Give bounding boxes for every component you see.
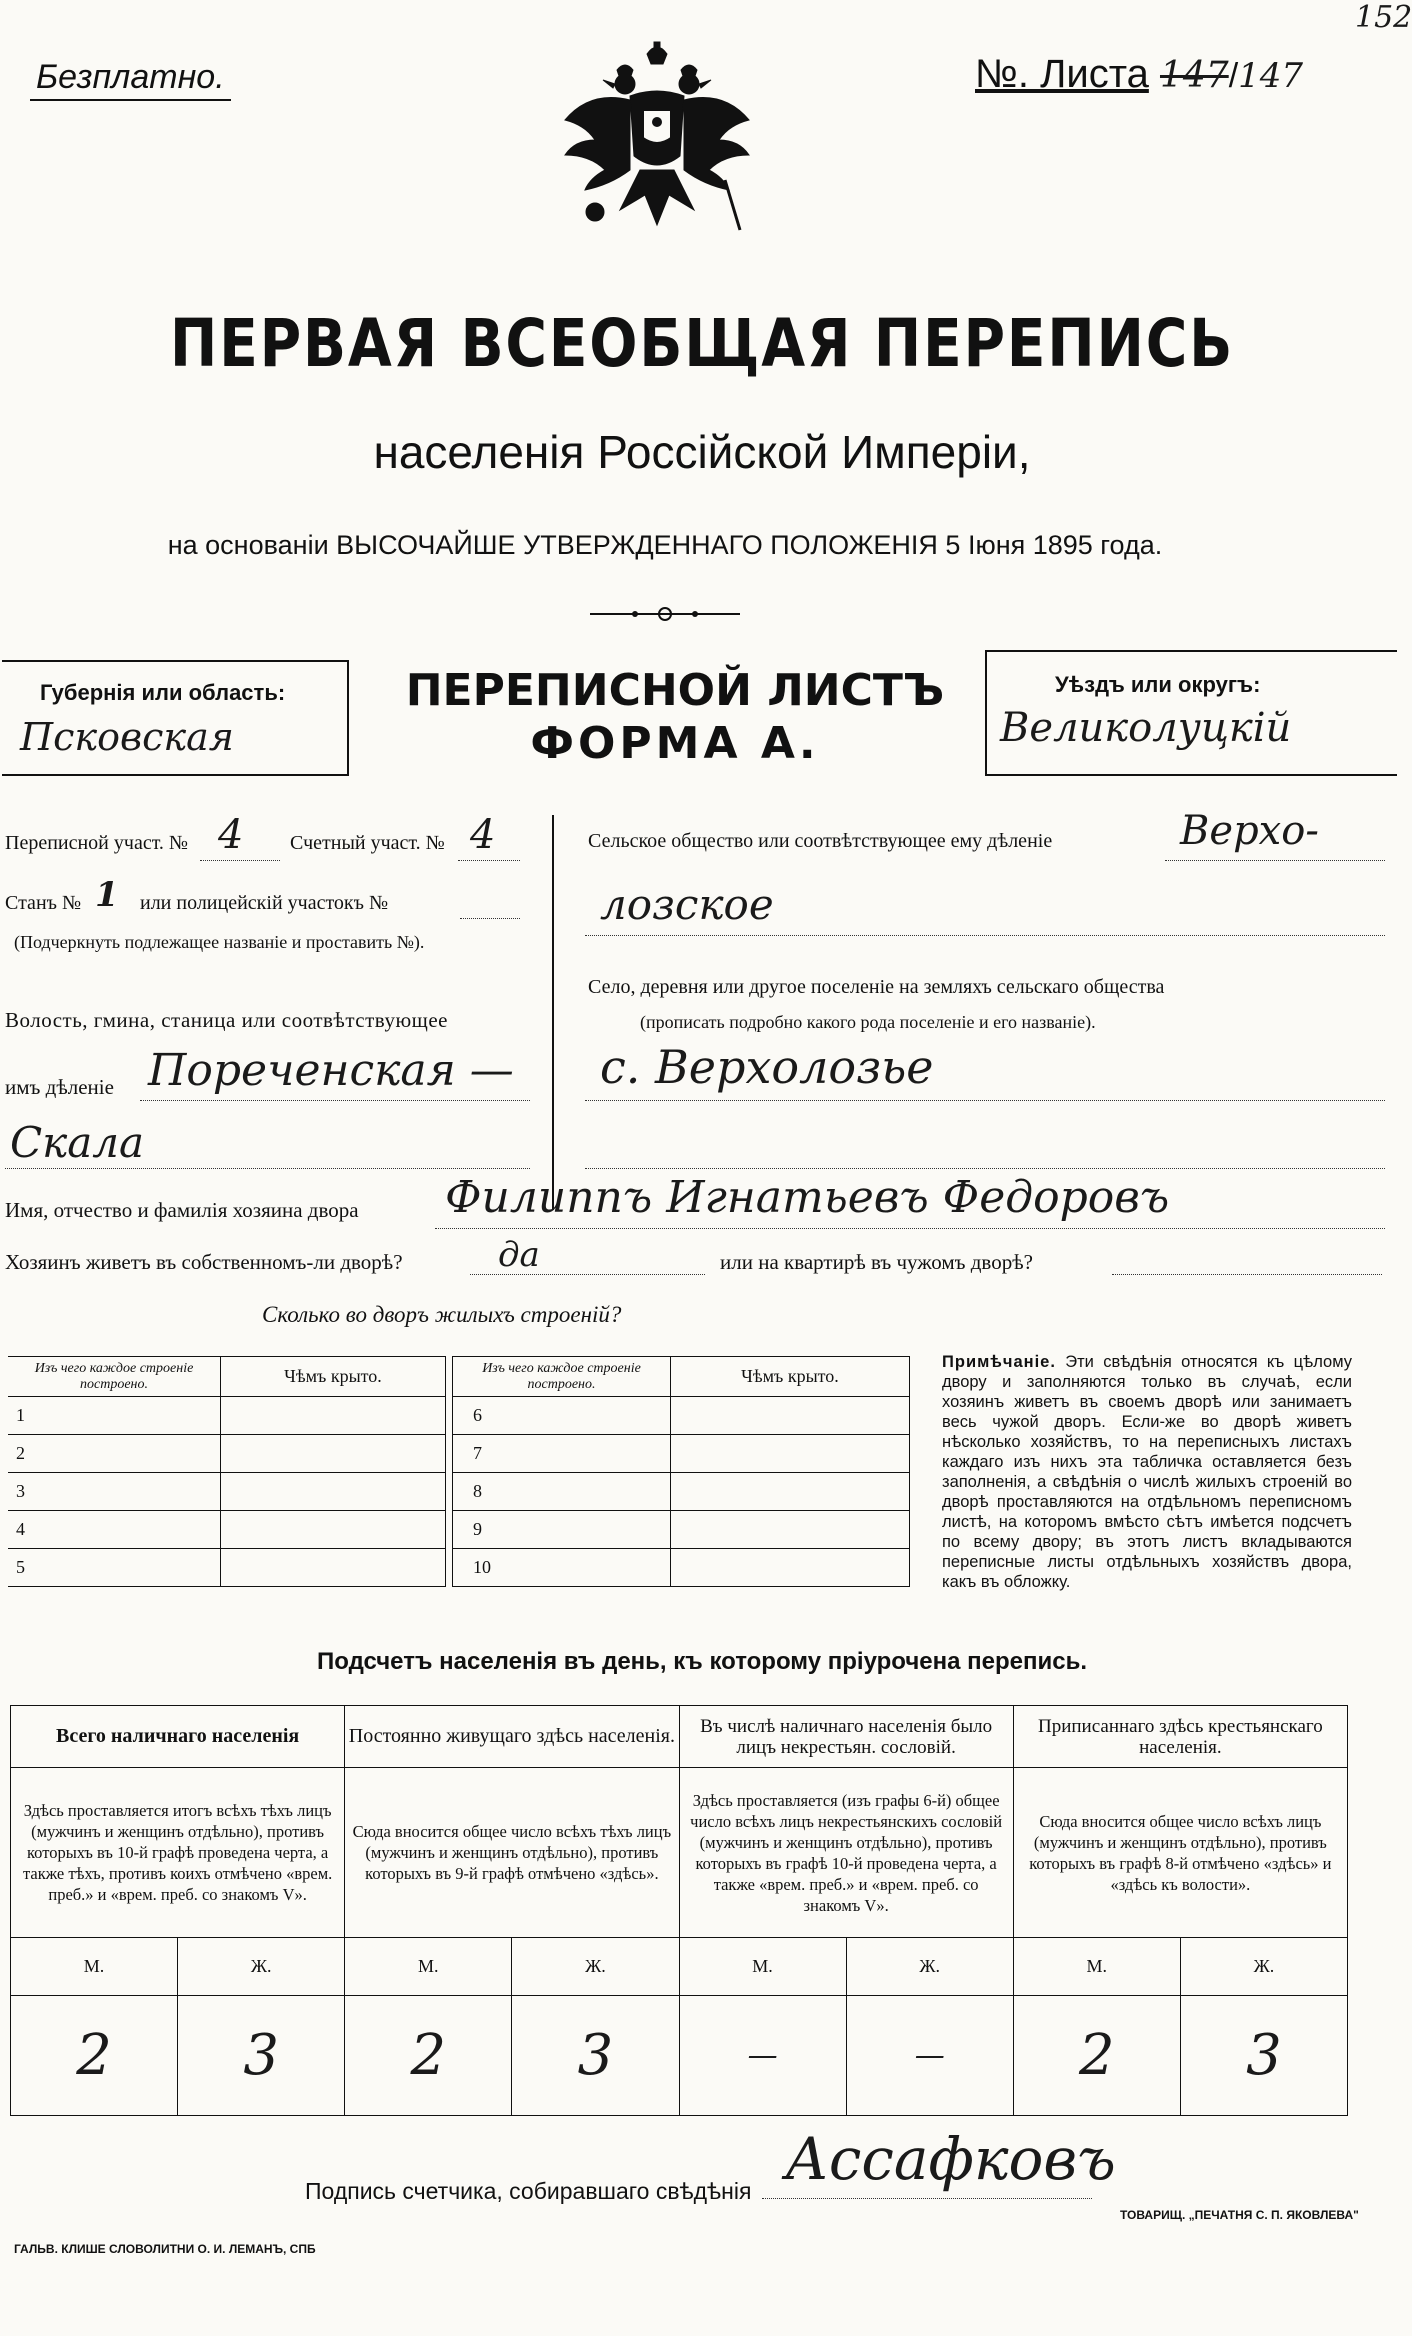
society-value: Верхо- xyxy=(1180,808,1319,854)
female-count: 3 xyxy=(1180,1996,1347,2116)
male-count: 2 xyxy=(11,1996,178,2116)
building-roof-cell xyxy=(221,1549,446,1587)
subtitle: населенія Россійской Имперіи, xyxy=(373,426,1031,478)
building-roof-cell xyxy=(671,1549,910,1587)
col-roof-header-2: Чѣмъ крыто. xyxy=(671,1357,910,1397)
village-rule xyxy=(585,1100,1385,1101)
volost-rule-2 xyxy=(5,1168,530,1169)
owner-name-rule xyxy=(435,1228,1385,1229)
census-section-rule xyxy=(200,860,280,861)
count-section-label: Счетный участ. № xyxy=(290,832,445,854)
count-section-value: 4 xyxy=(470,812,496,858)
pop-col-desc: Здѣсь проставляется итогъ всѣхъ тѣхъ лицъ (мужчинъ и женщинъ отдѣльно), противъ которыхъ въ 10-й графѣ проведена черта, а также тѣхъ, противъ коихъ отмѣчено «врем. преб.» и «врем. преб. со знакомъ V». xyxy=(11,1768,345,1938)
basis-line: на основаніи ВЫСОЧАЙШЕ УТВЕРЖДЕННАГО ПОЛОЖЕНІЯ 5 Іюня 1895 года. xyxy=(167,530,1163,560)
building-roof-cell xyxy=(671,1473,910,1511)
pop-col-header: Постоянно живущаго здѣсь населенія. xyxy=(345,1706,679,1768)
col-built-header: Изъ чего каждое строеніе построено. xyxy=(8,1357,221,1397)
count-section-rule xyxy=(458,860,520,861)
population-title: Подсчетъ населенія въ день, къ которому пріурочена перепись. xyxy=(317,1648,1087,1675)
society-value-2: лозское xyxy=(600,880,774,929)
province-value: Псковская xyxy=(20,715,234,759)
building-roof-cell xyxy=(671,1511,910,1549)
note-text: Эти свѣдѣнія относятся къ цѣлому двору и заполняются только въ случаѣ, если хозяинъ живетъ въ своемъ дворѣ или занимаетъ весь чужой дворъ. Если-же во дворѣ живетъ нѣсколько хозяйствъ, то на переписныхъ листахъ каждаго изъ нихъ эта табличка оставляется безъ заполненія, а свѣдѣнія о числѣ жилыхъ строеній во дворѣ проставляются на отдѣльномъ переписномъ листѣ, на которомъ вмѣсто сѣтъ имѣется подсчетъ по всему двору; въ этотъ листъ вкладываются переписные листы отдѣльныхъ хозяйствъ двора, какъ въ обложку. xyxy=(942,1353,1352,1591)
signature-rule xyxy=(762,2198,1092,2199)
society-rule xyxy=(1165,860,1385,861)
buildings-table-right xyxy=(452,1356,910,1587)
volost-value: Пореченская — xyxy=(148,1045,514,1096)
buildings-table-left xyxy=(8,1356,446,1587)
female-count: — xyxy=(846,1996,1013,2116)
own-yard-value: да xyxy=(498,1235,540,1275)
note-title: Примѣчаніе. xyxy=(942,1353,1056,1371)
male-header: М. xyxy=(679,1938,846,1996)
building-row: 6 xyxy=(453,1397,671,1435)
male-header: М. xyxy=(1013,1938,1180,1996)
sheet-label: №. Листа xyxy=(975,52,1149,96)
building-row: 2 xyxy=(8,1435,221,1473)
building-row: 4 xyxy=(8,1511,221,1549)
building-roof-cell xyxy=(221,1397,446,1435)
sheet-number-value: 147 xyxy=(1238,56,1304,96)
owner-name-value: Филиппъ Игнатьевъ Федоровъ xyxy=(445,1172,1170,1223)
eagle-emblem-icon xyxy=(555,40,760,255)
building-row: 1 xyxy=(8,1397,221,1435)
own-yard-rule xyxy=(470,1274,705,1275)
underline-note: (Подчеркнуть подлежащее названіе и проставить №). xyxy=(14,932,425,952)
female-header: Ж. xyxy=(1180,1938,1347,1996)
district-value: Великолуцкій xyxy=(1000,705,1292,751)
building-roof-cell xyxy=(221,1435,446,1473)
female-count: 3 xyxy=(512,1996,679,2116)
own-yard-label: Хозяинъ живетъ въ собственномъ-ли дворѣ? xyxy=(5,1250,403,1274)
population-table xyxy=(10,1705,1348,2116)
volost-value-2: Скала xyxy=(10,1118,145,1167)
female-header: Ж. xyxy=(178,1938,345,1996)
form-letter: ФОРМА А. xyxy=(530,718,820,769)
building-row: 10 xyxy=(453,1549,671,1587)
footer-right: ТОВАРИЩ. „ПЕЧАТНЯ С. П. ЯКОВЛЕВА" xyxy=(1120,2208,1359,2222)
census-section-value: 4 xyxy=(218,812,244,858)
sheet-number: №. Листа 147/147 xyxy=(975,52,1304,96)
police-rule xyxy=(460,918,520,919)
pop-col-header: Въ числѣ наличнаго населенія было лицъ некрестьян. сословій. xyxy=(679,1706,1013,1768)
buildings-question: Сколько во дворъ жилыхъ строеній? xyxy=(262,1302,622,1327)
corner-mark: 152 xyxy=(1355,0,1412,35)
district-label: Уѣздъ или округъ: xyxy=(1055,672,1261,697)
province-label: Губернія или область: xyxy=(40,680,286,705)
male-count: 2 xyxy=(1013,1996,1180,2116)
male-count: 2 xyxy=(345,1996,512,2116)
col-built-header-2: Изъ чего каждое строеніе построено. xyxy=(453,1357,671,1397)
volost-label-2: имъ дѣленіе xyxy=(5,1075,114,1099)
sheet-number-struck: 147 xyxy=(1159,55,1229,96)
census-section-label: Переписной участ. № xyxy=(5,832,189,854)
society-label: Сельское общество или соотвѣтствующее ему дѣленіе xyxy=(588,830,1053,852)
building-roof-cell xyxy=(671,1397,910,1435)
building-roof-cell xyxy=(671,1435,910,1473)
column-divider xyxy=(552,815,554,1210)
society-rule-2 xyxy=(585,935,1385,936)
male-header: М. xyxy=(11,1938,178,1996)
village-value: с. Верхолозье xyxy=(600,1040,934,1094)
village-label: Село, деревня или другое поселеніе на земляхъ сельскаго общества xyxy=(588,976,1165,998)
pop-col-desc: Здѣсь проставляется (изъ графы 6-й) общее число всѣхъ лицъ некрестьянскихъ сословій (мужчинъ и женщинъ отдѣльно), противъ которыхъ въ графѣ 10-й проведена черта, а также «врем. преб.» и «врем. преб. со знакомъ V». xyxy=(679,1768,1013,1938)
pop-col-desc: Сюда вносится общее число всѣхъ тѣхъ лицъ (мужчинъ и женщинъ отдѣльно), противъ которыхъ въ 9-й графѣ отмѣчено «здѣсь». xyxy=(345,1768,679,1938)
pop-col-header: Приписаннаго здѣсь крестьянскаго населенія. xyxy=(1013,1706,1347,1768)
stan-label: Станъ № xyxy=(5,892,82,914)
ornament-divider xyxy=(590,605,740,623)
building-row: 9 xyxy=(453,1511,671,1549)
stan-value: 1 xyxy=(95,875,119,915)
form-name: ПЕРЕПИСНОЙ ЛИСТЪ xyxy=(405,665,945,716)
volost-label: Волость, гмина, станица или соотвѣтствующее xyxy=(5,1008,448,1032)
footer-left: ГАЛЬВ. КЛИШЕ СЛОВОЛИТНИ О. И. ЛЕМАНЪ, СПБ xyxy=(14,2242,316,2256)
village-rule-2 xyxy=(585,1168,1385,1169)
free-label: Безплатно. xyxy=(30,58,231,101)
male-header: М. xyxy=(345,1938,512,1996)
pop-col-header: Всего наличнаго населенія xyxy=(11,1706,345,1768)
pop-col-desc: Сюда вносится общее число всѣхъ лицъ (мужчинъ и женщинъ отдѣльно), противъ которыхъ въ графѣ 8-й отмѣчено «здѣсь» и «здѣсь къ волости». xyxy=(1013,1768,1347,1938)
owner-name-label: Имя, отчество и фамилія хозяина двора xyxy=(5,1198,359,1222)
signature-label: Подпись счетчика, собиравшаго свѣдѣнія xyxy=(305,2178,752,2204)
building-row: 3 xyxy=(8,1473,221,1511)
female-header: Ж. xyxy=(846,1938,1013,1996)
male-count: — xyxy=(679,1996,846,2116)
building-roof-cell xyxy=(221,1473,446,1511)
village-note: (прописать подробно какого рода поселеніе и его названіе). xyxy=(640,1012,1096,1032)
main-title: ПЕРВАЯ ВСЕОБЩАЯ ПЕРЕПИСЬ xyxy=(169,305,1235,382)
building-row: 8 xyxy=(453,1473,671,1511)
rent-rule xyxy=(1112,1274,1382,1275)
rent-label: или на квартирѣ въ чужомъ дворѣ? xyxy=(720,1250,1033,1274)
police-label: или полицейскій участокъ № xyxy=(140,892,389,914)
building-row: 5 xyxy=(8,1549,221,1587)
col-roof-header: Чѣмъ крыто. xyxy=(221,1357,446,1397)
signature-value: Ассафковъ xyxy=(785,2125,1116,2193)
female-count: 3 xyxy=(178,1996,345,2116)
female-header: Ж. xyxy=(512,1938,679,1996)
building-row: 7 xyxy=(453,1435,671,1473)
buildings-note xyxy=(942,1352,1352,1592)
building-roof-cell xyxy=(221,1511,446,1549)
volost-rule xyxy=(140,1100,530,1101)
